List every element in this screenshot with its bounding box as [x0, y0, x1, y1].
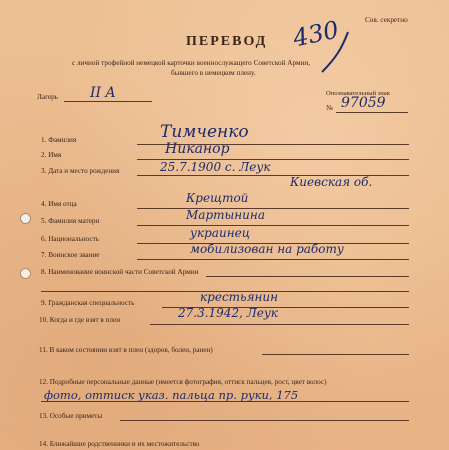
classification-mark: Сов. секретно	[365, 16, 408, 24]
camp-value: II A	[90, 85, 116, 101]
ident-label: Опознавательный знак	[326, 90, 390, 97]
field-mother-surname-value: Мартынина	[186, 208, 265, 222]
margin-note-number: 430	[290, 15, 342, 53]
field-birth-region: Киевская об.	[290, 175, 373, 189]
field-condition-line	[262, 354, 409, 355]
field-rank-label: 7. Воинское звание	[41, 251, 100, 259]
field-father-name-line	[137, 208, 409, 209]
field-surname-label: 1. Фамилия	[41, 136, 77, 144]
document-subtitle-line-1: с личной трофейной немецкой карточки военнослужащего Советской Армии,	[72, 59, 310, 67]
ident-number-sign: №	[326, 104, 333, 112]
field-surname-value: Тимченко	[160, 122, 249, 142]
field-nationality-value: украинец	[190, 226, 251, 240]
field-condition-label: 11. В каком состоянии взят в плен (здоров, болен, ранен)	[39, 346, 213, 354]
ident-underline	[336, 112, 408, 113]
ident-value: 97059	[341, 95, 386, 111]
camp-underline	[64, 101, 152, 102]
field-special-marks-label: 13. Особые приметы	[39, 412, 103, 420]
field-nationality-label: 6. Национальность	[41, 235, 100, 243]
field-captured-value: 27.3.1942, Леук	[178, 306, 278, 320]
field-military-unit-line	[206, 276, 409, 277]
field-special-marks-line	[120, 420, 409, 421]
field-father-name-label: 4. Имя отца	[41, 200, 77, 208]
field-firstname-value: Никанор	[165, 141, 230, 157]
field-personal-data-value: фото, оттиск указ. пальца пр. руки, 175	[44, 388, 299, 402]
field-father-name-value: Крещтой	[186, 191, 249, 205]
field-military-unit-label: 8. Наименование воинской части Советской Армии	[41, 268, 199, 276]
document-title: ПЕРЕВОД	[186, 34, 268, 49]
field-birth-label: 3. Дата и место рождения	[41, 167, 120, 175]
field-mother-surname-label: 5. Фамилия матери	[41, 217, 100, 225]
field-profession-label: 9. Гражданская специальность	[41, 299, 135, 307]
field-profession-value: крестьянин	[200, 290, 279, 304]
field-rank-value: мобилизован на работу	[190, 242, 344, 256]
field-birth-value: 25.7.1900 с. Леук	[160, 160, 271, 174]
field-rank-line	[137, 259, 409, 260]
field-firstname-label: 2. Имя	[41, 151, 62, 159]
field-captured-label: 10. Когда и где взят в плен	[39, 316, 121, 324]
document-subtitle-line-2: бывшего в немецком плену.	[171, 69, 256, 77]
field-personal-data-label: 12. Подробные персональные данные (имеется фотография, оттиск пальцев, рост, цвет волос)	[39, 378, 327, 386]
camp-label: Лагерь	[37, 93, 58, 101]
field-relatives-label: 14. Ближайшие родственники и их местожительство	[39, 440, 200, 448]
punch-hole-upper	[20, 213, 31, 224]
field-mother-surname-line	[137, 225, 409, 226]
punch-hole-lower	[20, 268, 31, 279]
field-captured-line	[150, 324, 409, 325]
